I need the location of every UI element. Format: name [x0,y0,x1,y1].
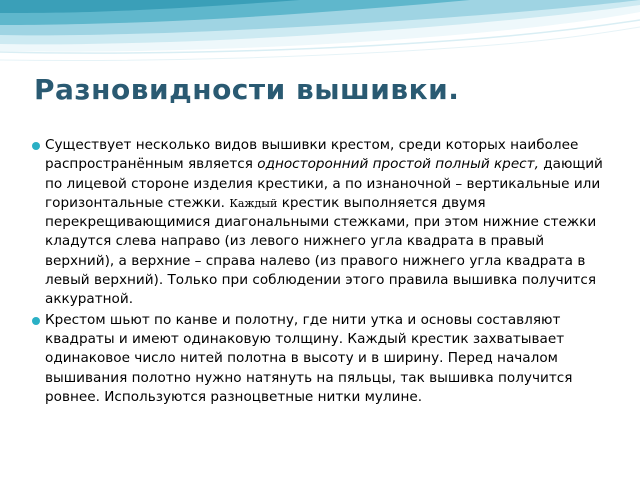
header-wave-decoration [0,0,640,80]
slide-title: Разновидности вышивки. [34,73,460,106]
bullet-list [32,136,610,408]
bullet-text-part: Существует несколько видов вышивки крестом, среди которых наиболее распространённым является [45,137,579,173]
bullet-dot-icon [32,317,40,325]
bullet-emphasis: односторонний простой полный крест, [257,156,539,173]
bullet-text-part: дающий по лицевой стороне изделия крестики, а по изнаночной – вертикальные или горизонтальные стежки. [45,156,603,211]
bullet-dot-icon [32,142,40,150]
bullet-serif-word: Каждый [229,196,278,210]
bullet-text [45,136,610,310]
bullet-item [32,136,610,310]
bullet-item [32,311,610,407]
bullet-text: Крестом шьют по канве и полотну, где нити утка и основы составляют квадраты и имеют одинаковую толщину. Каждый крестик захватывает одинаковое число нитей полотна в высоту и в ширину. Перед началом вышивания полотно нужно натянуть на пяльцы, так вышивка получится ровнее. Используются разноцветные нитки мулине. [45,311,573,405]
bullet-text-part: крестик выполняется двумя перекрещивающимися диагональными стежками, при этом нижние стежки кладутся слева направо (из левого нижнего угла квадрата в правый верхний), а верхние – справа налево (из правого нижнего угла квадрата в левый верхний). Только при соблюдении этого правила вышивка получится аккуратной. [45,194,597,308]
